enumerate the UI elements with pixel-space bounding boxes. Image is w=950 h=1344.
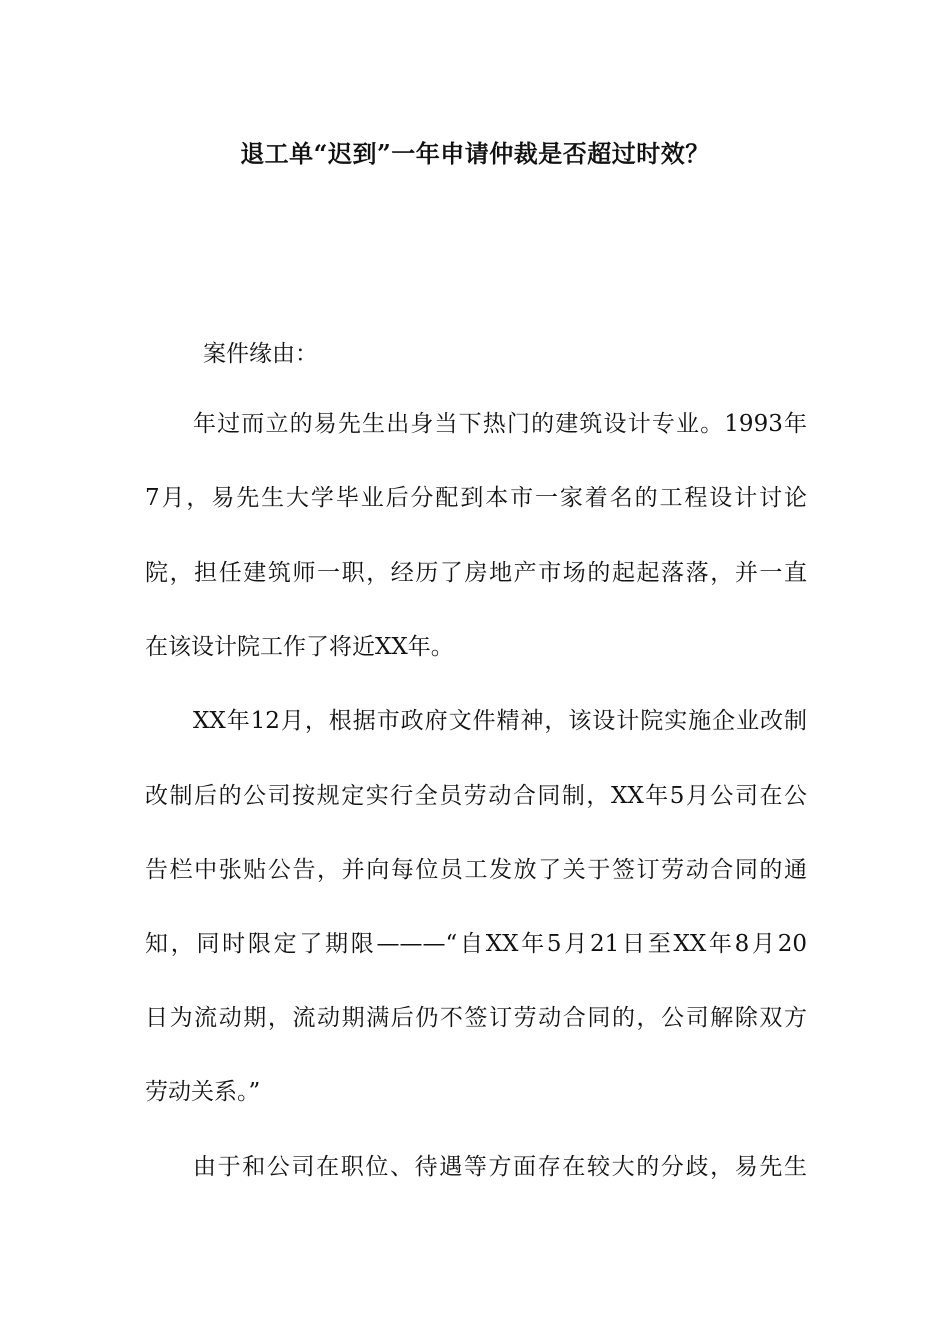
paragraph-2-line-2: 改制后的公司按规定实行全员劳动合同制，XX年5月公司在公 <box>145 783 807 809</box>
paragraph-2-line-3: 告栏中张贴公告，并向每位员工发放了关于签订劳动合同的通 <box>145 857 807 883</box>
paragraph-1-line-4: 在该设计院工作了将近XX年。 <box>145 634 454 660</box>
paragraph-3-line-1: 由于和公司在职位、待遇等方面存在较大的分歧，易先生 <box>193 1154 807 1180</box>
paragraph-1-line-2: 7月，易先生大学毕业后分配到本市一家着名的工程设计讨论 <box>145 485 807 511</box>
paragraph-1-line-1: 年过而立的易先生出身当下热门的建筑设计专业。1993年 <box>193 411 807 437</box>
paragraph-2-line-4: 知，同时限定了期限———“自XX年5月21日至XX年8月20 <box>145 931 807 957</box>
paragraph-2-line-6: 劳动关系。” <box>145 1079 261 1105</box>
paragraph-1-line-3: 院，担任建筑师一职，经历了房地产市场的起起落落，并一直 <box>145 560 807 586</box>
document-title: 退工单“迟到”一年申请仲裁是否超过时效？ <box>240 139 710 168</box>
paragraph-2-line-1: XX年12月，根据市政府文件精神，该设计院实施企业改制 <box>193 708 807 734</box>
paragraph-2-line-5: 日为流动期，流动期满后仍不签订劳动合同的，公司解除双方 <box>145 1005 807 1031</box>
section-heading: 案件缘由： <box>203 341 318 367</box>
